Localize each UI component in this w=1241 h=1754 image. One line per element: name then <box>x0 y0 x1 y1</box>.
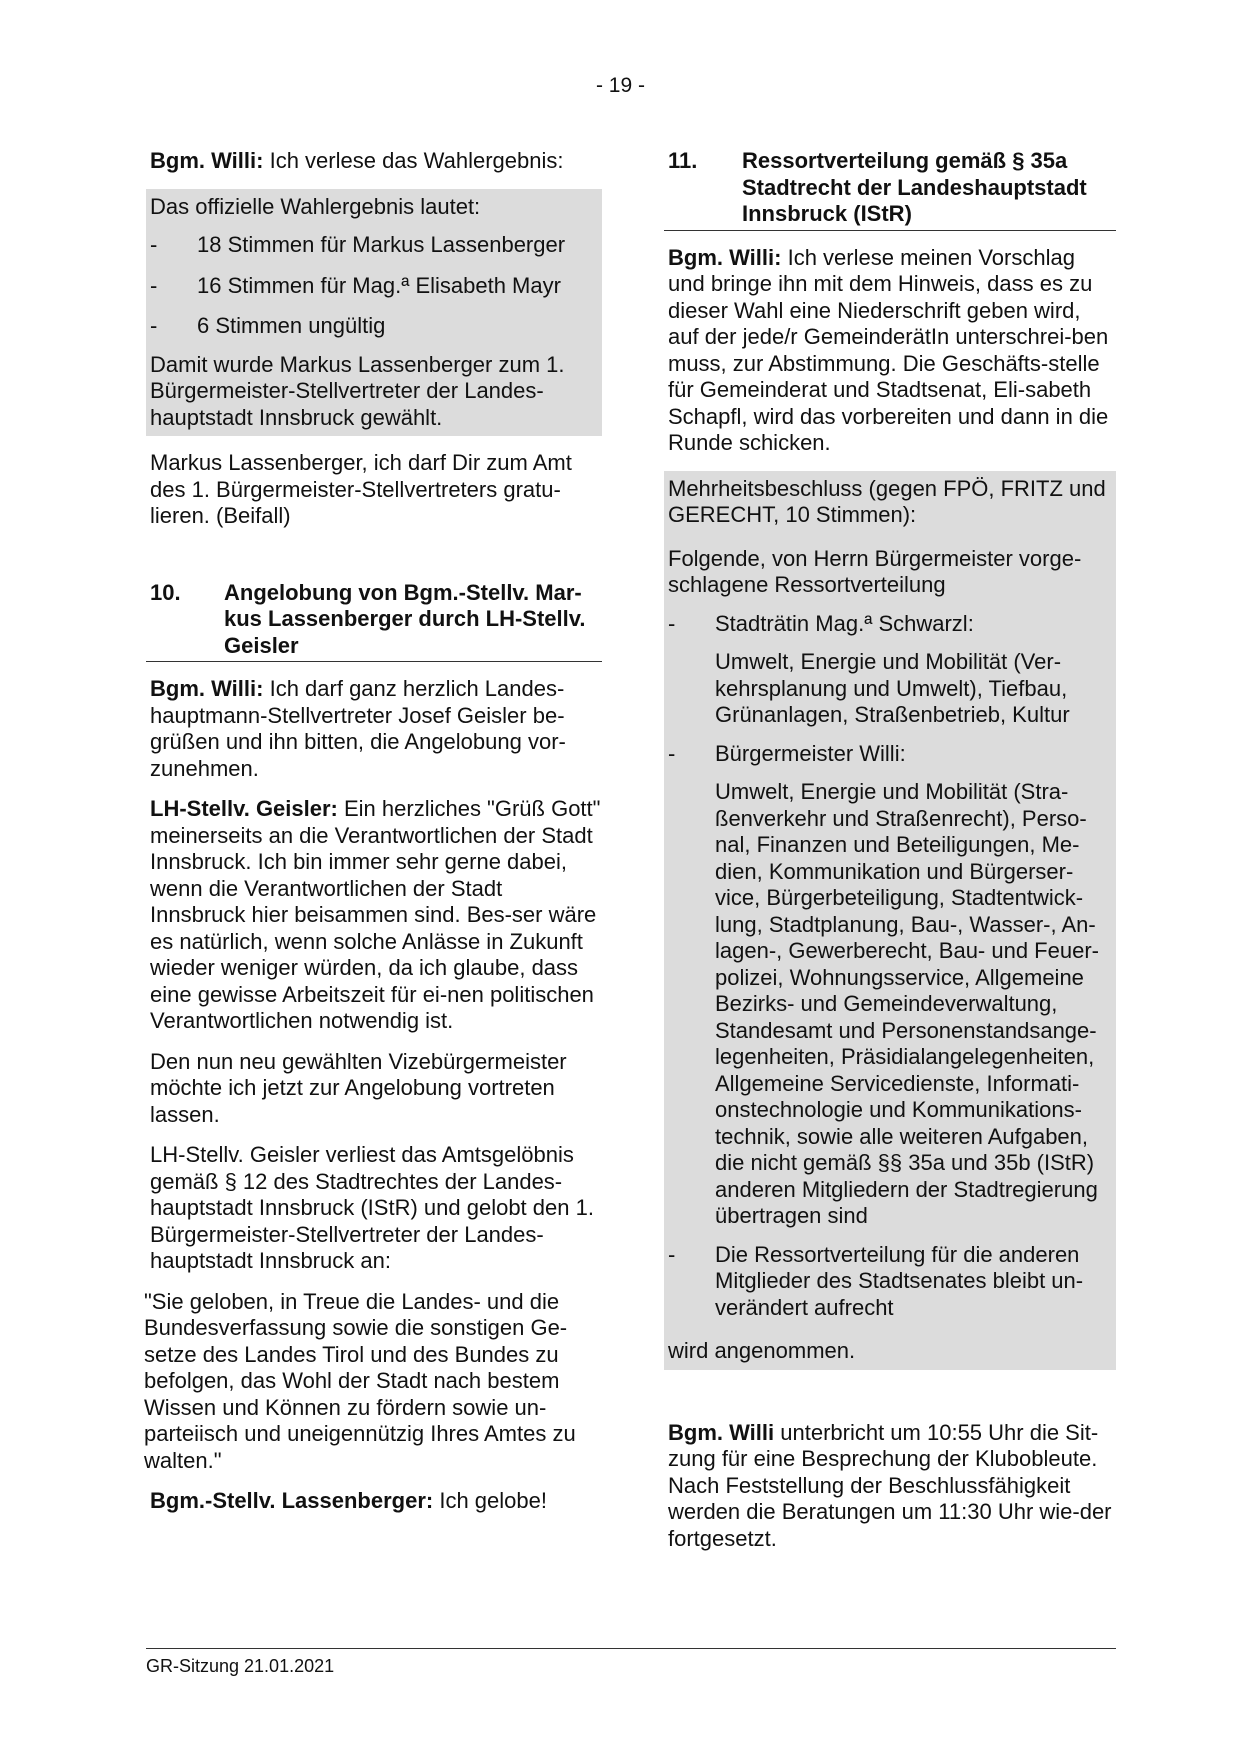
list-item: - 18 Stimmen für Markus Lassenberger <box>150 232 566 257</box>
list-item: - Stadträtin Mag.ª Schwarzl: <box>668 610 974 636</box>
section-title: Angelobung von Bgm.-Stellv. Mar-kus Lassenberger durch LH-Stellv. Geisler <box>224 579 586 658</box>
footer-divider <box>146 1648 1116 1649</box>
list-item-detail: Umwelt, Energie und Mobilität (Ver-kehrsplanung und Umwelt), Tiefbau, Grünanlagen, Straßenbetrieb, Kultur <box>715 649 1070 727</box>
list-item: - 6 Stimmen ungültig <box>150 313 386 338</box>
congratulation-text: Markus Lassenberger, ich darf Dir zum Amt des 1. Bürgermeister-Stellvertreters gratu-lieren. (Beifall) <box>150 450 572 528</box>
speech-willi-greeting: Bgm. Willi: Ich darf ganz herzlich Landes-hauptmann-Stellvertreter Josef Geisler be-grüßen und ihn bitten, die Angelobung vor-zunehmen. <box>150 676 566 781</box>
resolution-outro: wird angenommen. <box>668 1338 856 1363</box>
list-item: - 16 Stimmen für Mag.ª Elisabeth Mayr <box>150 272 561 298</box>
section-heading-10 <box>146 580 602 663</box>
speaker-label: Bgm.-Stellv. Lassenberger: <box>150 1488 434 1513</box>
election-result-box <box>146 189 602 437</box>
left-column <box>146 148 602 1529</box>
speech-geisler: LH-Stellv. Geisler: Ein herzliches "Grüß Gott" meinerseits an die Verantwortlichen der Stadt Innsbruck. Ich bin immer sehr gerne dabei, wenn die Verantwortlichen der Stadt Innsbruck hier beisammen sind. Bes-ser wäre es natürlich, wenn solche Anlässe in Zukunft wieder weniger würden, da ich glaube, dass eine gewisse Arbeitszeit für ei-nen politischen Verantwortlichen notwendig ist. <box>150 796 601 1033</box>
speaker-label: Bgm. Willi: <box>668 244 782 270</box>
result-outro: Damit wurde Markus Lassenberger zum 1. Bürgermeister-Stellvertreter der Landes-hauptstadt Innsbruck gewählt. <box>150 351 565 430</box>
footer-text: GR-Sitzung 21.01.2021 <box>146 1656 335 1676</box>
speaker-label: Bgm. Willi: <box>150 676 264 701</box>
section-heading-11 <box>664 148 1116 231</box>
resolution-box <box>664 471 1116 1370</box>
result-intro: Das offizielle Wahlergebnis lautet: <box>150 193 481 219</box>
speech-lassenberger: Bgm.-Stellv. Lassenberger: Ich gelobe! <box>150 1488 547 1513</box>
oath-quote: "Sie geloben, in Treue die Landes- und die Bundesverfassung sowie die sonstigen Ge-setze des Landes Tirol und des Bundes zu befolgen, das Wohl der Stadt nach bestem Wissen und Können zu fördern sowie un-parteiisch und uneigennützig Ihres Amtes zu walten." <box>144 1288 576 1473</box>
section-number: 11. <box>668 148 698 173</box>
speaker-label: Bgm. Willi <box>668 1419 775 1445</box>
speech-willi-result: Bgm. Willi: Ich verlese das Wahlergebnis: <box>150 148 564 173</box>
paragraph: Den nun neu gewählten Vizebürgermeister möchte ich jetzt zur Angelobung vortreten lassen. <box>150 1048 567 1127</box>
list-item: - Bürgermeister Willi: <box>668 740 906 766</box>
resolution-intro: Folgende, von Herrn Bürgermeister vorge-schlagene Ressortverteilung <box>668 545 1082 597</box>
speaker-label: LH-Stellv. Geisler: <box>150 796 338 821</box>
list-item-detail: Umwelt, Energie und Mobilität (Stra-ßenverkehr und Straßenrecht), Perso-nal, Finanzen und Beteiligungen, Me-dien, Kommunikation und Bürgerser-vice, Bürgerbeteiligung, Stadtentwick-lung, Stadtplanung, Bau-, Wasser-, An-lagen-, Gewerberecht, Bau- und Feuer-polizei, Wohnungsservice, Allgemeine Bezirks- und Gemeindeverwaltung, Standesamt und Personenstandsange-legenheiten, Präsidialangelegenheiten, Allgemeine Servicedienste, Informati-onstechnologie und Kommunikations-technik, sowie alle weiteren Aufgaben, die nicht gemäß §§ 35a und 35b (IStR) anderen Mitgliedern der Stadtregierung übertragen sind <box>715 779 1099 1228</box>
speaker-label: Bgm. Willi: <box>150 148 264 173</box>
section-number: 10. <box>150 579 181 605</box>
right-column <box>664 148 1116 1566</box>
session-interruption: Bgm. Willi unterbricht um 10:55 Uhr die Sit-zung für eine Besprechung der Klubobleute. Nach Feststellung der Beschlussfähigkeit werden die Beratungen um 11:30 Uhr wie-der fortgesetzt. <box>668 1419 1112 1551</box>
page-number: - 19 - <box>595 74 645 97</box>
paragraph: LH-Stellv. Geisler verliest das Amtsgelöbnis gemäß § 12 des Stadtrechtes der Landes-hauptstadt Innsbruck (IStR) und gelobt den 1. Bürgermeister-Stellvertreter der Landes-hauptstadt Innsbruck an: <box>150 1142 594 1273</box>
vote-result: Mehrheitsbeschluss (gegen FPÖ, FRITZ und GERECHT, 10 Stimmen): <box>668 475 1106 527</box>
speech-willi-proposal: Bgm. Willi: Ich verlese meinen Vorschlag und bringe ihn mit dem Hinweis, dass es zu dieser Wahl eine Niederschrift geben wird, auf der jede/r GemeinderätIn unterschrei-ben muss, zur Abstimmung. Die Geschäfts-stelle für Gemeinderat und Stadtsenat, Eli-sabeth Schapfl, wird das vorbereiten und dann in die Runde schicken. <box>668 244 1109 455</box>
list-item: - Die Ressortverteilung für die anderen Mitglieder des Stadtsenates bleibt un-verändert aufrecht <box>668 1241 1084 1320</box>
section-title: Ressortverteilung gemäß § 35a Stadtrecht der Landeshauptstadt Innsbruck (IStR) <box>742 148 1087 226</box>
